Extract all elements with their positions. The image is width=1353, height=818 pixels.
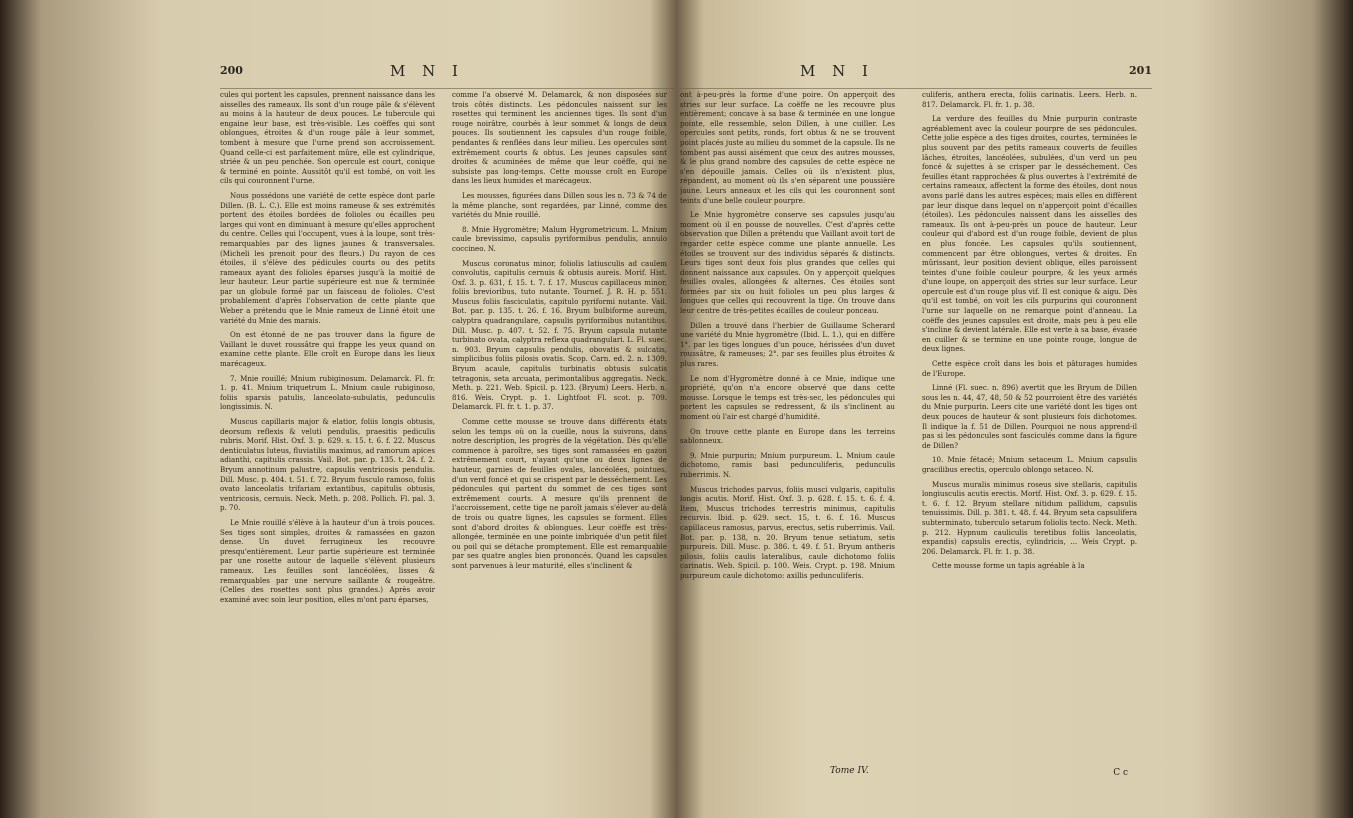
- paragraph: Dillen a trouvé dans l'herbier de Guillaume Scherard une variété du Mnie hygromètre (Ibid. L. 1.), qui en diffère 1°. par les tiges longues d'un pouce, hérissées d'un duvet roussâtre, & rameuses; 2°. par ses feuilles plus étroites & plus rares.: [680, 320, 895, 369]
- paragraph: Muscus capillaris major & elatior, foliis longis obtusis, deorsum reflexis & veluti pendulis, praesitis pediculis rubris. Morif. Hist. Oxf. 3. p. 629. s. 15. t. 6. f. 22. Muscus denticulatus luteus, fluviatilis maximus, ad ramorum apices adianthi, capitulis crassis. Vail. Bot. par. p. 135. t. 24. f. 2. Bryum annotinum palustre, capsulis ventricosis pendulis. Dill. Musc. p. 404. t. 51. f. 72. Bryum fusculo ramoso, foliis ovato lanceolatis trifariam extantibus, capitulis obtusis, ventricosis, cernuis. Neck. Meth. p. 208. Pollich. Fl. pal. 3. p. 70.: [220, 417, 435, 513]
- text-column-1: [220, 90, 435, 609]
- running-head: M N I: [390, 62, 464, 80]
- paragraph: culiferis, anthera erecta, foliis carinatis. Leers. Herb. n. 817. Delamarck. Fl. fr. 1. p. 38.: [922, 90, 1137, 109]
- text-column-2: [452, 90, 667, 576]
- left-page: [220, 0, 675, 818]
- text-column-2: [922, 90, 1137, 576]
- paragraph: 7. Mnie rouillé; Mnium rubiginosum. Delamarck. Fl. fr. 1. p. 41. Mnium triquetrum L. Mnium caule rubiginoso, foliis sparsis patulis, lanceolato-subulatis, pedunculis longissimis. N.: [220, 373, 435, 412]
- paragraph: On est étonné de ne pas trouver dans la figure de Vaillant le duvet roussâtre qui frappe les yeux quand on examine cette plante. Elle croît en Europe dans les lieux marécageux.: [220, 330, 435, 369]
- paragraph: Cette espèce croît dans les bois et pâturages humides de l'Europe.: [922, 359, 1137, 378]
- paragraph: Les mousses, figurées dans Dillen sous les n. 73 & 74 de la même planche, sont regardées, par Linné, comme des variétés du Mnie rouillé.: [452, 190, 667, 220]
- paragraph: Muscus trichodes parvus, foliis musci vulgaris, capitulis longis acutis. Morif. Hist. Oxf. 3. p. 628. f. 15. t. 6. f. 4. Item, Muscus trichodes terrestris minimus, capitulis recurvis. Ibid. p. 629. sect. 15, t. 6. f. 16. Muscus capillaceus ramosus, parvus, erectus, setis ruberrimis. Vail. Bot. par. p. 138, n. 20. Bryum tenue setiatum, setis purpureis. Dill. Musc. p. 386. t. 49. f. 51. Bryum antheris pilosis, foliis caulis lateralibus, caule dichotomo foliis carinatis. Web. Spicil. p. 100. Weis. Crypt. p. 198. Mnium purpureum caule dichotomo: axillis pedunculiferis.: [680, 484, 895, 580]
- paragraph: Linné (Fl. suec. n. 896) avertit que les Bryum de Dillen sous les n. 44, 47, 48, 50 & 52 pourroient être des variétés du Mnie purpurin. Leers cite une variété dont les tiges ont deux pouces de hauteur & sont plusieurs fois dichotomes. Il indique la f. 51 de Dillen. Pourquoi ne nous apprend-il pas si les pédoncules sont fasciculés comme dans la figure de Dillen?: [922, 383, 1137, 450]
- paragraph: comme l'a observé M. Delamarck, & non disposées sur trois côtés distincts. Les pédoncules naissent sur les rosettes qui terminent les anciennes tiges. Ils sont d'un rouge noirâtre, courbés à leur sommet & longs de deux pouces. Ils soutiennent les capsules d'un rouge foible, pendantes & renflées dans leur milieu. Les opercules sont extrêmement courts & obtus. Les jeunes capsules sont droites & acuminées de même que leur coëffe, qui ne subsiste pas long-temps. Cette mousse croît en Europe dans les lieux humides et marécageux.: [452, 90, 667, 186]
- paragraph: On trouve cette plante en Europe dans les terreins sablonneux.: [680, 426, 895, 446]
- header-rule: [680, 88, 1152, 89]
- paragraph: Le Mnie hygromètre conserve ses capsules jusqu'au moment où il en pousse de nouvelles. C'est d'après cette observation que Dillen a prétendu que Vaillant avoit tort de regarder cette espèce comme une plante annuelle. Les étoiles se trouvent sur des individus séparés & distincts. Leurs tiges sont deux fois plus grandes que celles qui donnent naissance aux capsules. On y apperçoit quelques feuilles ovales, allongées & alternes. Ces étoiles sont formées par six ou huit folioles un peu plus larges & longues que celles qui recouvrent la tige. On trouve dans leur centre de très-petites écailles de couleur ponceau.: [680, 210, 895, 316]
- page-header: [220, 64, 675, 90]
- signature-mark: C c: [1113, 768, 1128, 778]
- paragraph: Nous possédons une variété de cette espèce dont parle Dillen. (B. L. C.). Elle est moins rameuse & ses extrémités portent des étoiles bordées de folioles ou écailles peu larges qui vont en diminuant à mesure qu'elles approchent du centre. Celles qui l'occupent, vues à la loupe, sont très-remarquables par des lignes jaunes & transversales. (Micheli les prenoit pour des fleurs.) Du rayon de ces étoiles, il s'élève des pédicules courts ou des petits rameaux ayant des folioles éparses jusqu'à la moitié de leur hauteur. Leur partie supérieure est nue & terminée par un globule formé par un faisceau de folioles. C'est probablement d'après l'observation de cette plante que Weber a prétendu que le Mnie rameux de Linné étoit une variété du Mnie des marais.: [220, 190, 435, 325]
- paragraph: Cette mousse forme un tapis agréable à la: [932, 561, 1085, 571]
- paragraph: Comme cette mousse se trouve dans différents états selon les temps où on la cueille, nous la suivrons, dans notre description, les progrès de la végétation. Dès qu'elle commence à paroître, ses tiges sont ramassées en gazon extrêmement court, n'ayant qu'une ou deux lignes de hauteur, garnies de feuilles ovales, lancéolées, pointues, d'un verd foncé et qui se crispent par le desséchement. Les pédoncules qui partent du sommet de ces tiges sont extrêmement courts. A mesure qu'ils prennent de l'accroissement, cette tige ne paroît jamais s'élever au-delà de trois ou quatre lignes, les capsules se forment. Elles sont d'abord droites & oblongues. Leur coëffe est très-allongée, terminée en une pointe imbriquée d'un petit filet ou poil qui se détache promptement. Elle est remarquable par ses quatre angles bien prononcés. Quand les capsules sont parvenues à leur maturité, elles s'inclinent &: [452, 417, 667, 570]
- page-number: 201: [1129, 64, 1152, 77]
- right-page: [680, 0, 1152, 818]
- paragraph: Le nom d'Hygromètre donné à ce Mnie, indique une propriété, qu'on n'a encore observé que dans cette mousse. Lorsque le temps est très-sec, les pédoncules qui portent les capsules se redressent, & ils s'inclinent au moment où l'air est chargé d'humidité.: [680, 373, 895, 421]
- footer-volume: Tome IV.: [830, 766, 869, 776]
- paragraph: 9. Mnie purpurin; Mnium purpureum. L. Mnium caule dichotomo, ramis basi pedunculiferis, pedunculis ruberrimis. N.: [680, 450, 895, 479]
- page-header: [680, 64, 1152, 90]
- paragraph: Muscus coronatus minor, foliolis latiusculis ad caulem convolutis, capitulis cernuis & obtusis aureis. Morif. Hist. Oxf. 3. p. 631, f. 15. t. 7. f. 17. Muscus capillaceus minor, foliis brevioribus, tuto nutante. Tournef. J. R. H. p. 551. Muscus foliis fasciculatis, capitulo pyriformi nutante. Vail. Bot. par. p. 135. t. 26. f. 16. Bryum bulbiforme aureum, calyptra quadrangulare, capsulis pyriformibus nutantibus. Dill. Musc. p. 407. t. 52. f. 75. Bryum capsula nutante turbinato ovata, calyptra reflexa quadrangulari. L. Fl. suec. n. 903. Bryum capsulis pendulis, obovatis & sulcatis, simplicibus foliis pilosis ovatis. Scop. Carn. ed. 2. n. 1309. Bryum acaule, capitulis turbinatis obtusis sulcatis tetragonis, seta arcuata, perimontalibus aggregatis. Neck. Meth. p. 221. Web. Spicil. p. 123. (Bryum) Leers. Herb. n. 816. Weis. Crypt. p. 1. Lightfoot Fl. scot. p. 709. Delamarck. Fl. fr. t. 1. p. 37.: [452, 258, 667, 412]
- paragraph: ont à-peu-près la forme d'une poire. On apperçoit des stries sur leur surface. La coëffe ne les recouvre plus entièrement; concave à sa base & terminée en une longue pointe, elle ressemble, selon Dillen, à une cuiller. Les opercules sont petits, ronds, fort obtus & ne se trouvent point placés juste au milieu du sommet de la capsule. Ils ne tombent pas aussi aisément que ceux des autres mousses, & le plus grand nombre des capsules de cette espèce ne s'en dépouille jamais. Celles où ils n'existent plus, répandent, au moment où ils s'en séparent une poussière jaune. Leurs anneaux et les cils qui les couronnent sont teints d'une belle couleur pourpre.: [680, 90, 895, 205]
- header-rule: [220, 88, 675, 89]
- paragraph: Muscus muralis minimus roseus sive stellaris, capitulis longiusculis acutis erectis. Morif. Hist. Oxf. 3. p. 629. f. 15. t. 6. f. 12. Bryum stellare nitidum pallidum, capsulis tenuissimis. Dill. p. 381. t. 48. f. 44. Bryum seta capsulifera subterminato, tuberculo setarum foliolis tecto. Neck. Meth. p. 212. Hypnum cauliculis teretibus foliis lanceolatis, expandis) capsulis erectis, cylindricis, ... Weis Crypt. p. 206. Delamarck. Fl. fr. 1. p. 38.: [922, 479, 1137, 556]
- paragraph: cules qui portent les capsules, prennent naissance dans les aisselles des rameaux. Ils sont d'un rouge pâle & s'élèvent au moins à la hauteur de deux pouces. Le tubercule qui engaine leur base, est très-visible. Les coëffes qui sont oblongues, étroites & d'un rouge pâle à leur sommet, tombent à mesure que l'urne prend son accroissement. Quand celle-ci est parfaitement mûre, elle est cylindrique, striée & un peu penchée. Son opercule est court, conique & terminé en pointe. Aussitôt qu'il est tombé, on voit les cils qui couronnent l'urne.: [220, 90, 435, 186]
- text-column-1: [680, 90, 895, 586]
- page-number: 200: [220, 64, 243, 77]
- paragraph: 8. Mnie Hygromètre; Malum Hygrometricum. L. Mnium caule brevissimo, capsulis pyriformibus pendulis, annulo coccineo. N.: [452, 224, 667, 253]
- paragraph: Le Mnie rouillé s'élève à la hauteur d'un à trois pouces. Ses tiges sont simples, droites & ramassées en gazon dense. Un duvet ferrugineux les recouvre presqu'entièrement. Leur partie supérieure est terminée par une rosette autour de laquelle s'élèvent plusieurs rameaux. Les feuilles sont lancéolées, lisses & remarquables par une nervure saillante & rougeâtre. (Celles des rosettes sont plus grandes.) Après avoir examiné avec soin leur position, elles m'ont paru éparses,: [220, 517, 435, 604]
- paragraph: La verdure des feuilles du Mnie purpurin contraste agréablement avec la couleur pourpre de ses pédoncules. Cette jolie espèce a des tiges droites, courtes, terminées le plus souvent par des petits rameaux couverts de feuilles lâches, étroites, lancéolées, subulées, d'un verd un peu foncé & sujettes à se crisper par le desséchement. Ces feuilles étant rapprochées & plus ouvertes à l'extrémité de certains rameaux, affectent la forme des étoiles, dont nous avons parlé dans les autres espèces; mais elles en diffèrent par leur disque dans lequel on n'apperçoit point d'écailles (étoiles). Les pédoncules naissent dans les aisselles des rameaux. Ils ont à-peu-près un pouce de hauteur. Leur couleur qui d'abord est d'un rouge foible, devient de plus en plus foncée. Les capsules qu'ils soutiennent, commencent par être oblongues, vertes & droites. En mûrissant, leur position devient oblique, elles paroissent teintes d'une foible couleur pourpre, & les yeux armés d'une loupe, on apperçoit des stries sur leur surface. Leur opercule est d'un rouge plus vif. Il est conique & aigu. Dès qu'il est tombé, on voit les cils purpurins qui couronnent l'urne sur laquelle on ne remarque point d'anneau. La coëffe des jeunes capsules est droite, mais peu à peu elle s'incline & devient latérale. Elle est verte à sa base, évasée en cuiller & se termine en une pointe rouge, longue de deux lignes.: [922, 114, 1137, 354]
- paragraph: 10. Mnie fétacé; Mnium setaceum L. Mnium capsulis gracilibus erectis, operculo oblongo setaceo. N.: [922, 455, 1137, 474]
- running-head: M N I: [800, 62, 874, 80]
